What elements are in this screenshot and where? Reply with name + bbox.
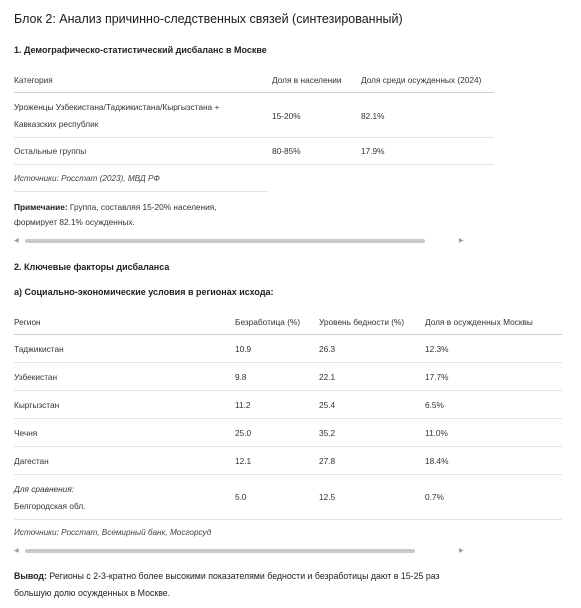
scroll-right-icon[interactable]: ▶ bbox=[459, 238, 464, 244]
section1-sources: Источники: Росстат (2023), МВД РФ bbox=[14, 174, 160, 183]
row-divider bbox=[14, 191, 268, 192]
th-poverty: Уровень бедности (%) bbox=[319, 317, 405, 327]
cell-region: Кыргызстан bbox=[14, 400, 60, 410]
cell-region: Узбекистан bbox=[14, 372, 58, 382]
table-header-divider bbox=[14, 334, 562, 335]
section2-title: 2. Ключевые факторы дисбаланса bbox=[14, 262, 170, 272]
cell-share: 17.7% bbox=[425, 372, 449, 382]
row-divider bbox=[14, 446, 562, 447]
comparison-label: Для сравнения: bbox=[14, 484, 75, 494]
conclusion bbox=[14, 568, 454, 602]
cell-region: Белгородская обл. bbox=[14, 501, 86, 511]
scrollbar-thumb[interactable] bbox=[25, 239, 425, 243]
cell-poverty: 27.8 bbox=[319, 456, 336, 466]
row-population: 15-20% bbox=[272, 111, 301, 121]
section1-title: 1. Демографическо-статистический дисбаланс в Москве bbox=[14, 45, 267, 55]
cell-share: 11.0% bbox=[425, 428, 448, 438]
cell-unemployment: 5.0 bbox=[235, 492, 247, 502]
cell-region: Чечня bbox=[14, 428, 38, 438]
th-category: Категория bbox=[14, 75, 53, 85]
scroll-left-icon[interactable]: ◀ bbox=[14, 548, 19, 554]
section1-note bbox=[14, 200, 217, 215]
row-convicted: 82.1% bbox=[361, 111, 385, 121]
row-divider bbox=[14, 390, 562, 391]
cell-share: 18.4% bbox=[425, 456, 449, 466]
section2-sources: Источники: Росстат, Всемирный банк, Мосгорсуд bbox=[14, 528, 212, 537]
cell-share: 6.5% bbox=[425, 400, 444, 410]
cell-share: 12.3% bbox=[425, 344, 449, 354]
row-divider bbox=[14, 519, 562, 520]
row-divider bbox=[14, 362, 562, 363]
cell-unemployment: 9.8 bbox=[235, 372, 247, 382]
scroll-left-icon[interactable]: ◀ bbox=[14, 238, 19, 244]
cell-share: 0.7% bbox=[425, 492, 444, 502]
section2-subtitle: а) Социально-экономические условия в регионах исхода: bbox=[14, 287, 274, 297]
row-category: Уроженцы Узбекистана/Таджикистана/Кыргызстана + bbox=[14, 102, 220, 112]
cell-region: Таджикистан bbox=[14, 344, 64, 354]
cell-unemployment: 12.1 bbox=[235, 456, 252, 466]
scrollbar-thumb[interactable] bbox=[25, 549, 415, 553]
cell-poverty: 35.2 bbox=[319, 428, 336, 438]
th-convicted: Доля среди осужденных (2024) bbox=[361, 75, 482, 85]
row-category: Остальные группы bbox=[14, 146, 87, 156]
cell-poverty: 22.1 bbox=[319, 372, 336, 382]
scroll-right-icon[interactable]: ▶ bbox=[459, 548, 464, 554]
cell-poverty: 12.5 bbox=[319, 492, 336, 502]
block-title: Блок 2: Анализ причинно-следственных связей (синтезированный) bbox=[14, 12, 403, 26]
cell-region: Дагестан bbox=[14, 456, 49, 466]
table-header-divider bbox=[14, 92, 494, 93]
row-divider bbox=[14, 137, 494, 138]
cell-unemployment: 10.9 bbox=[235, 344, 252, 354]
note-text: Группа, составляя 15-20% населения, bbox=[67, 202, 217, 212]
note-label: Примечание: bbox=[14, 202, 68, 212]
th-region: Регион bbox=[14, 317, 41, 327]
row-divider bbox=[14, 418, 562, 419]
cell-unemployment: 25.0 bbox=[235, 428, 252, 438]
row-population: 80-85% bbox=[272, 146, 301, 156]
conclusion-text: Регионы с 2-3-кратно более высокими показателями бедности и безработицы дают в 15-25 раз большую долю осужденных в Москве. bbox=[14, 571, 440, 598]
cell-poverty: 26.3 bbox=[319, 344, 336, 354]
row-divider bbox=[14, 474, 562, 475]
row-category-cont: Кавказских республик bbox=[14, 119, 99, 129]
section1-note-cont: формирует 82.1% осужденных. bbox=[14, 217, 135, 227]
th-unemployment: Безработица (%) bbox=[235, 317, 301, 327]
cell-poverty: 25.4 bbox=[319, 400, 336, 410]
row-divider bbox=[14, 164, 494, 165]
th-population: Доля в населении bbox=[272, 75, 342, 85]
conclusion-label: Вывод: bbox=[14, 571, 47, 581]
cell-unemployment: 11.2 bbox=[235, 400, 251, 410]
th-share: Доля в осужденных Москвы bbox=[425, 317, 533, 327]
row-convicted: 17.9% bbox=[361, 146, 385, 156]
